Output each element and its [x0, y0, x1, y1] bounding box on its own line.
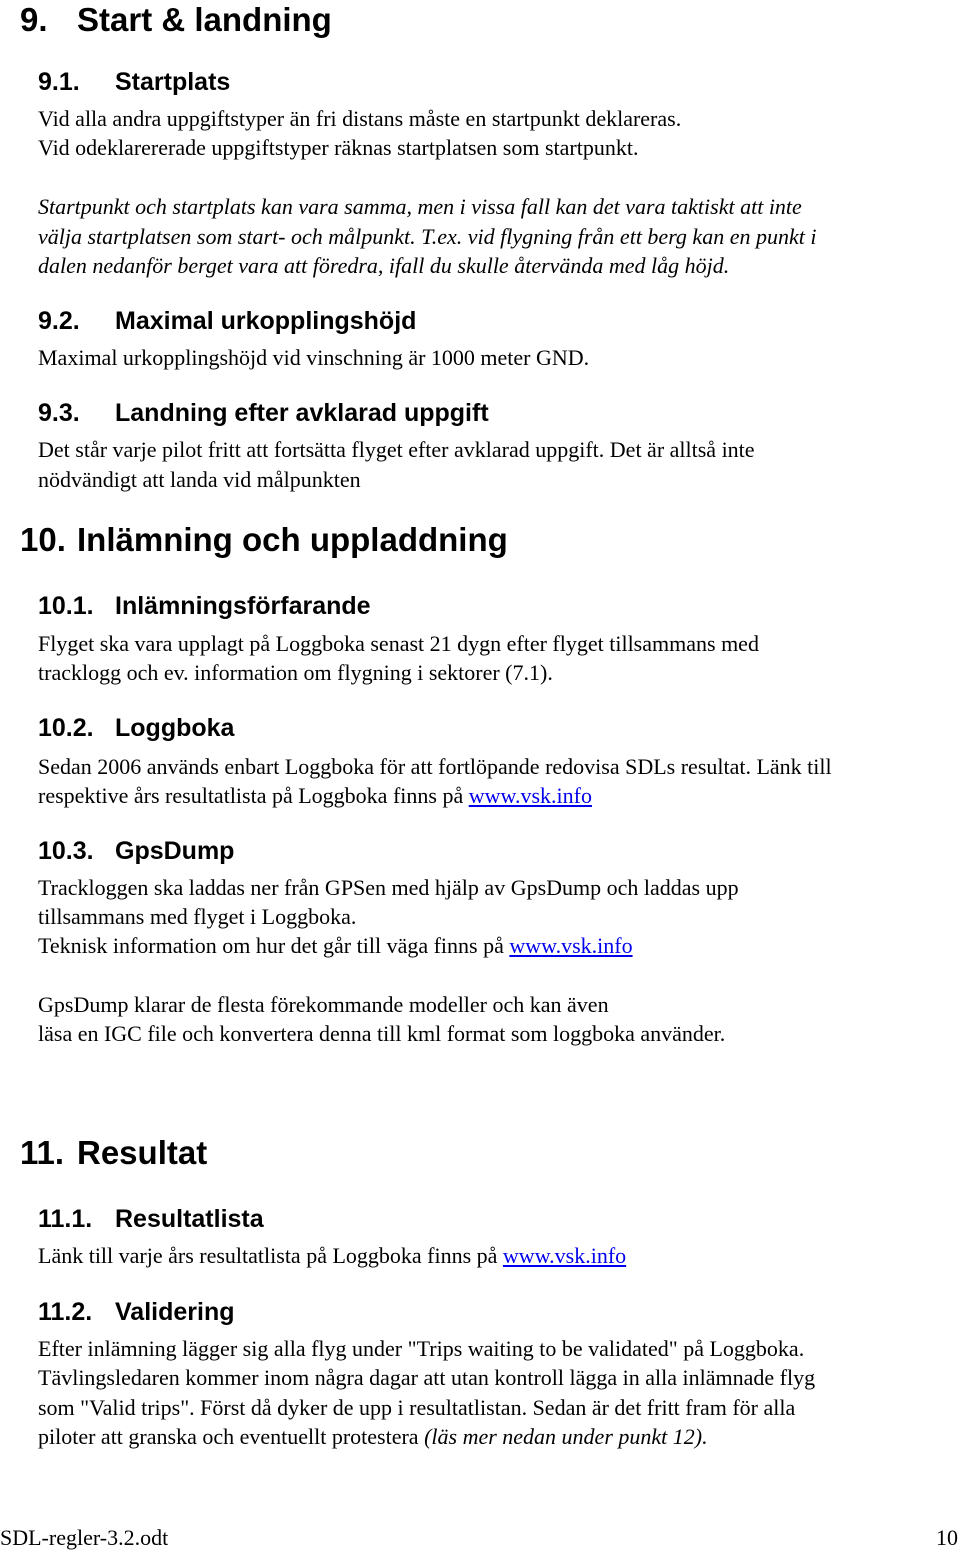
- paragraph-italic-note: (läs mer nedan under punkt 12).: [424, 1424, 708, 1449]
- footer-page-number: 10: [936, 1525, 958, 1550]
- section-title: Inlämningsförfarande: [115, 592, 371, 620]
- section-number: 10.3.: [38, 837, 94, 865]
- paragraph-line: tillsammans med flyget i Loggboka.: [38, 904, 357, 929]
- paragraph-line: Trackloggen ska laddas ner från GPSen med hjälp av GpsDump och laddas upp: [38, 875, 739, 900]
- section-number: 11.2.: [38, 1298, 93, 1326]
- heading-section-9-2: [38, 306, 416, 336]
- paragraph-line: Flyget ska vara upplagt på Loggboka senast 21 dygn efter flyget tillsammans med: [38, 631, 759, 656]
- paragraph-line: välja startplatsen som start- och målpunkt. T.ex. vid flygning från ett berg kan en punkt i: [38, 224, 817, 249]
- section-title: Start & landning: [77, 1, 332, 38]
- heading-section-10-2: [38, 713, 234, 743]
- paragraph-line: Startpunkt och startplats kan vara samma, men i vissa fall kan det vara taktiskt att inte: [38, 194, 802, 219]
- paragraph-line: Det står varje pilot fritt att fortsätta flyget efter avklarad uppgift. Det är alltså inte: [38, 437, 755, 462]
- paragraph-line: tracklogg och ev. information om flygning i sektorer (7.1).: [38, 660, 553, 685]
- paragraph-line: dalen nedanför berget vara att föredra, ifall du skulle återvända med låg höjd.: [38, 253, 730, 278]
- paragraph-line: Vid odeklarererade uppgiftstyper räknas startplatsen som startpunkt.: [38, 135, 639, 160]
- paragraph-text: Teknisk information om hur det går till väga finns på: [38, 933, 510, 958]
- section-title: Startplats: [115, 68, 231, 96]
- heading-section-9: [20, 0, 332, 40]
- section-number: 9.: [20, 1, 48, 38]
- paragraph-line: Efter inlämning lägger sig alla flyg under "Trips waiting to be validated" på Loggboka.: [38, 1336, 805, 1361]
- paragraph-line: GpsDump klarar de flesta förekommande modeller och kan även: [38, 992, 609, 1017]
- footer-filename: SDL-regler-3.2.odt: [0, 1525, 169, 1550]
- section-title: Validering: [115, 1298, 235, 1326]
- heading-section-11: [20, 1133, 207, 1173]
- section-title: Inlämning och uppladdning: [77, 521, 508, 558]
- section-number: 11.1.: [38, 1205, 93, 1233]
- section-title: Maximal urkopplingshöjd: [115, 307, 417, 335]
- paragraph-line: Sedan 2006 används enbart Loggboka för att fortlöpande redovisa SDLs resultat. Länk till: [38, 754, 832, 779]
- section-title: Loggboka: [115, 714, 235, 742]
- section-title: Resultat: [77, 1134, 208, 1171]
- paragraph-line: [38, 781, 592, 811]
- paragraph-line: [38, 1241, 626, 1271]
- section-number: 10.2.: [38, 714, 94, 742]
- section-number: 10.: [20, 521, 66, 558]
- paragraph-line: [38, 931, 633, 961]
- section-number: 9.3.: [38, 399, 80, 427]
- heading-section-10: [20, 520, 508, 560]
- section-number: 11.: [20, 1134, 65, 1171]
- section-number: 9.2.: [38, 307, 80, 335]
- paragraph-line: Maximal urkopplingshöjd vid vinschning är 1000 meter GND.: [38, 345, 590, 370]
- heading-section-9-1: [38, 67, 230, 97]
- section-title: Landning efter avklarad uppgift: [115, 399, 489, 427]
- section-number: 10.1.: [38, 592, 94, 620]
- vsk-info-link[interactable]: www.vsk.info: [468, 783, 592, 808]
- paragraph-line: [38, 1422, 708, 1452]
- section-title: Resultatlista: [115, 1205, 264, 1233]
- paragraph-line: nödvändigt att landa vid målpunkten: [38, 467, 361, 492]
- vsk-info-link[interactable]: www.vsk.info: [509, 933, 633, 958]
- paragraph-text: piloter att granska och eventuellt protestera: [38, 1424, 425, 1449]
- heading-section-11-2: [38, 1297, 234, 1327]
- paragraph-line: Tävlingsledaren kommer inom några dagar att utan kontroll lägga in alla inlämnade flyg: [38, 1365, 816, 1390]
- heading-section-10-3: [38, 836, 234, 866]
- heading-section-9-3: [38, 398, 489, 428]
- section-title: GpsDump: [115, 837, 235, 865]
- paragraph-line: som "Valid trips". Först då dyker de upp i resultatlistan. Sedan är det fritt fram för alla: [38, 1395, 796, 1420]
- heading-section-11-1: [38, 1204, 264, 1234]
- paragraph-text: Länk till varje års resultatlista på Loggboka finns på: [38, 1243, 503, 1268]
- paragraph-line: läsa en IGC file och konvertera denna till kml format som loggboka använder.: [38, 1021, 726, 1046]
- heading-section-10-1: [38, 591, 371, 621]
- vsk-info-link[interactable]: www.vsk.info: [502, 1243, 627, 1268]
- section-number: 9.1.: [38, 68, 80, 96]
- paragraph-text: respektive års resultatlista på Loggboka finns på: [38, 783, 469, 808]
- paragraph-line: Vid alla andra uppgiftstyper än fri distans måste en startpunkt deklareras.: [38, 106, 682, 131]
